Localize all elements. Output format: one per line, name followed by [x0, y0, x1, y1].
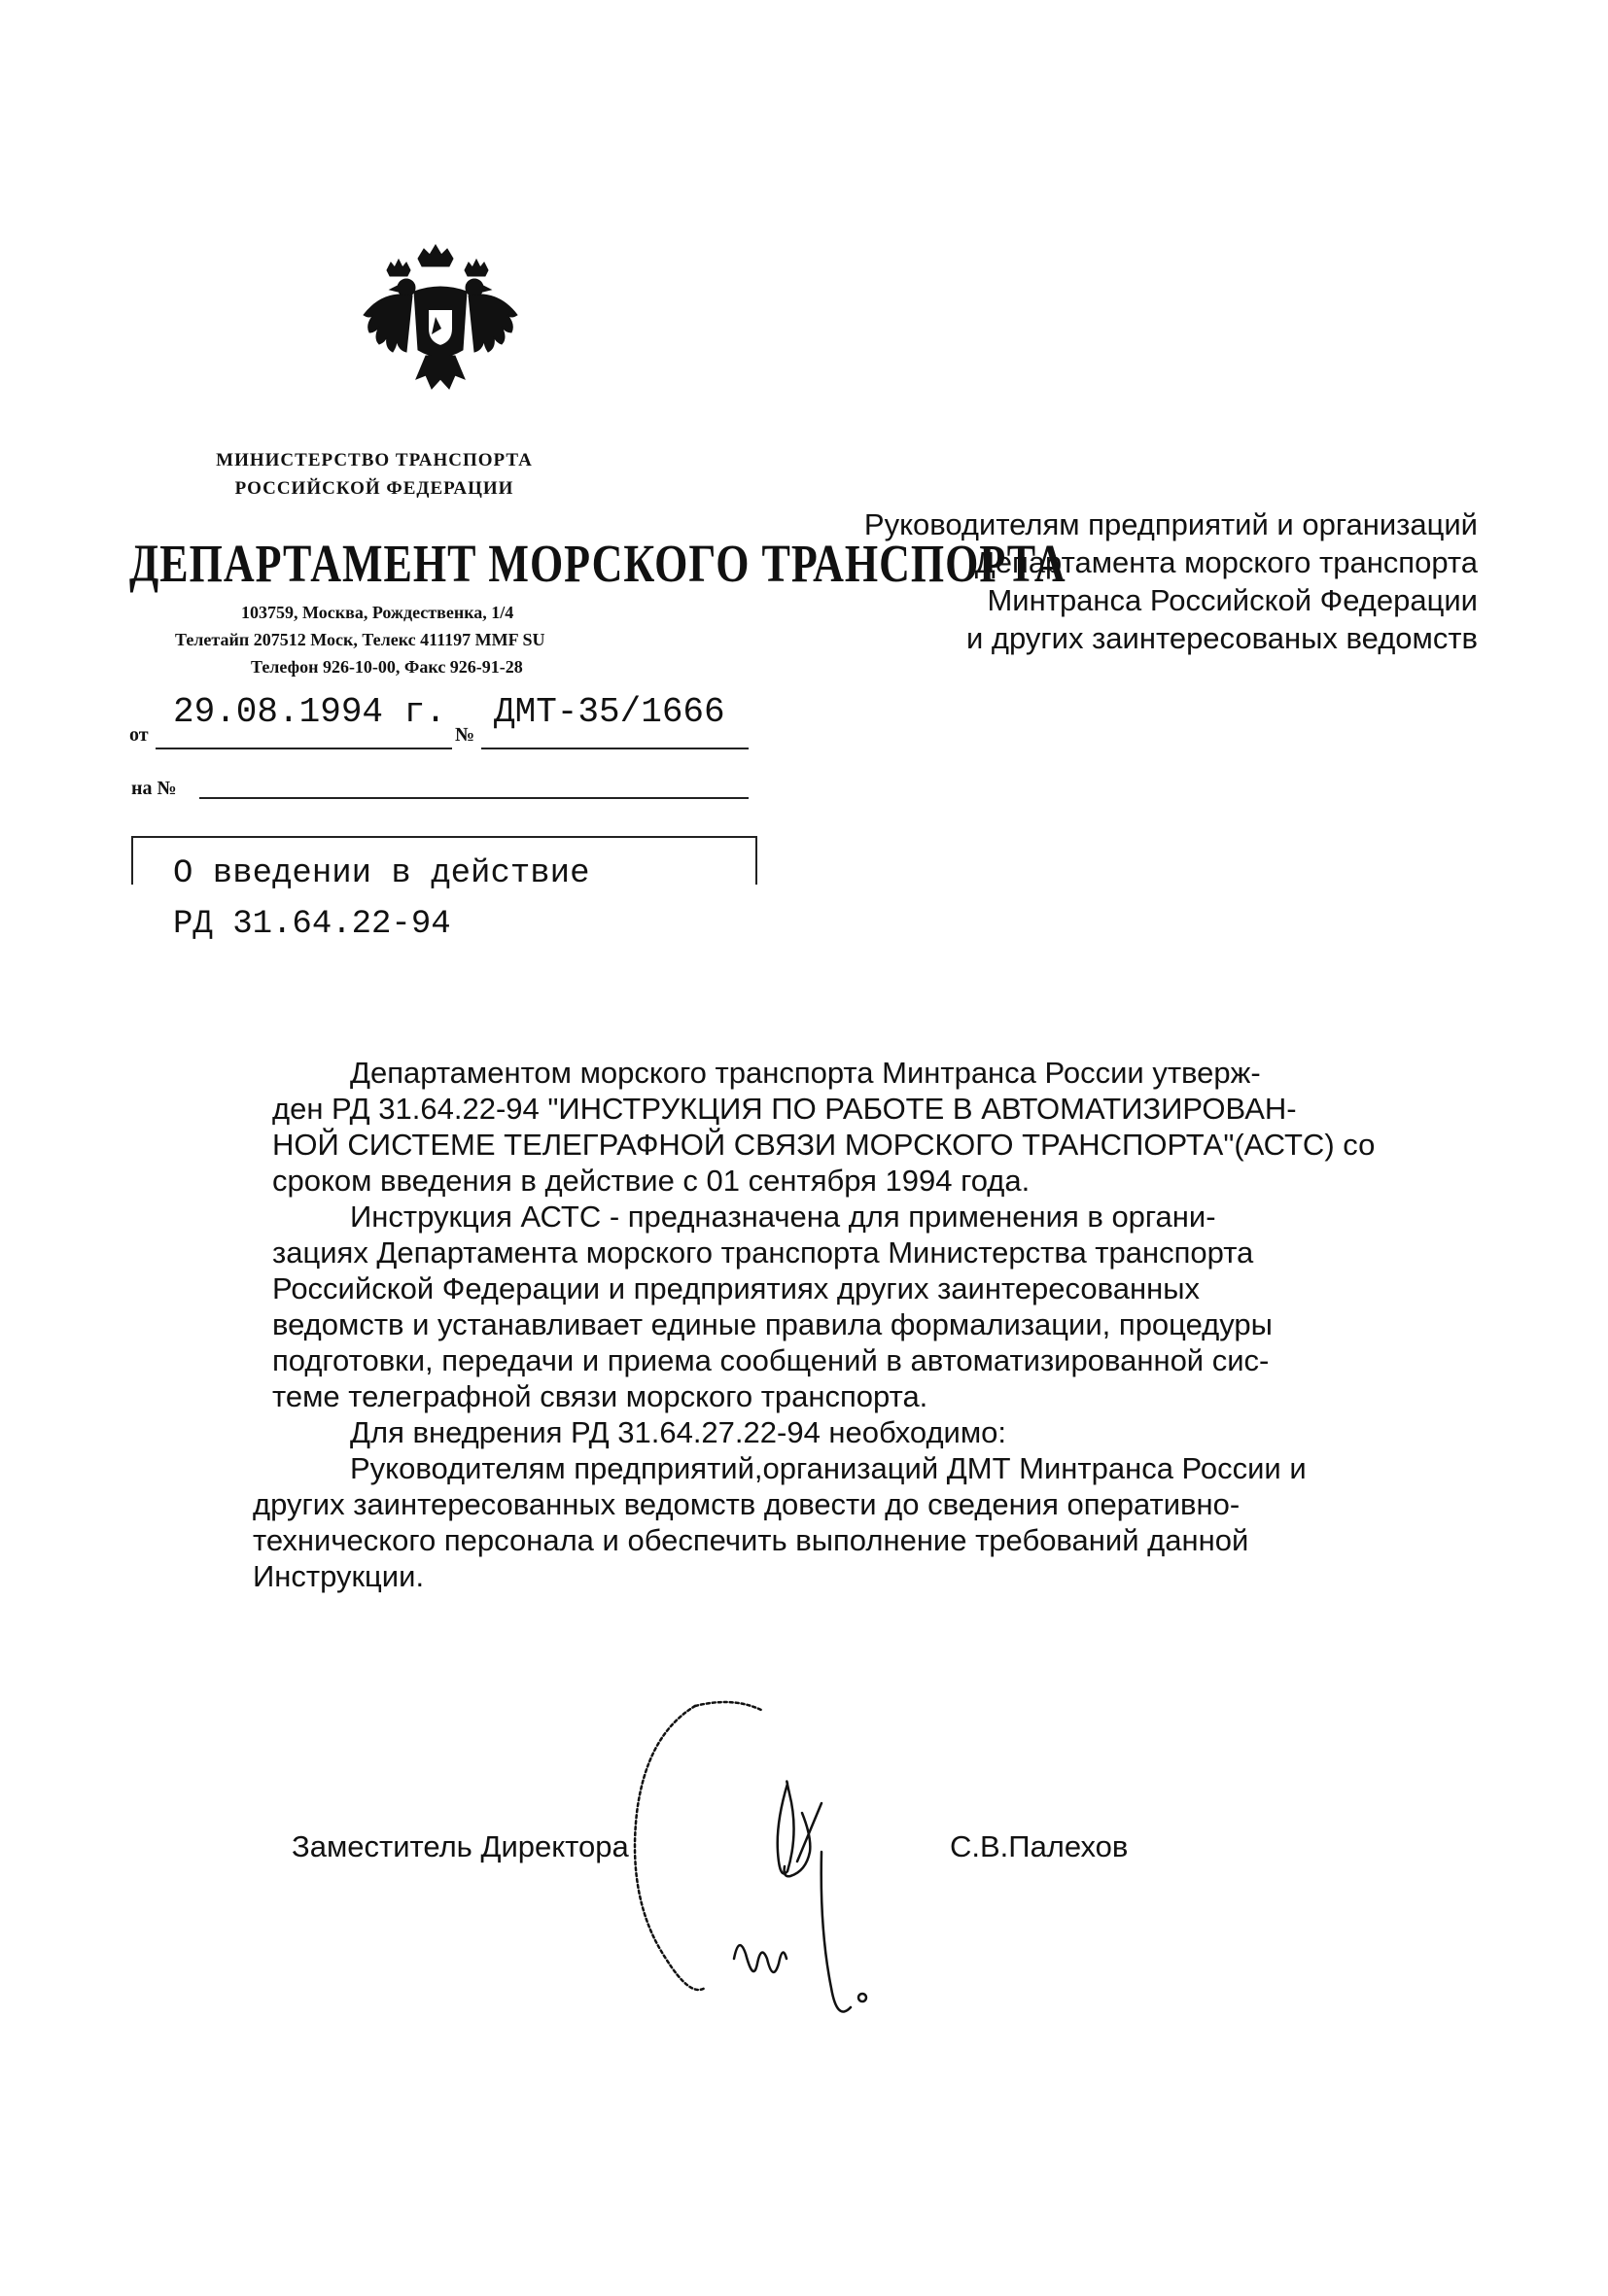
body-line: Инструкция АСТС - предназначена для применения в органи-: [350, 1200, 1216, 1234]
body-line: ведомств и устанавливает единые правила формализации, процедуры: [272, 1307, 1273, 1341]
teletype-line: Телетайп 207512 Моск, Телекс 411197 MMF SU: [175, 630, 545, 649]
date-underline: [156, 744, 452, 749]
addressee-block: [768, 505, 1478, 657]
body-line: Для внедрения РД 31.64.27.22-94 необходимо:: [350, 1415, 1007, 1449]
body-line: Российской Федерации и предприятиях других заинтересованных: [272, 1271, 1201, 1305]
signatory-position: Заместитель Директора: [292, 1829, 629, 1863]
body-paragraph-4: [253, 1450, 1478, 1594]
addressee-line: Руководителям предприятий и организаций: [863, 507, 1478, 541]
body-line: технического персонала и обеспечить выполнение требований данной: [253, 1523, 1249, 1557]
body-line: других заинтересованных ведомств довести до сведения оперативно-: [253, 1487, 1241, 1521]
addressee-line: Департамента морского транспорта: [974, 545, 1478, 579]
phone-line: Телефон 926-10-00, Факс 926-91-28: [251, 657, 523, 677]
ministry-line-2: РОССИЙСКОЙ ФЕДЕРАЦИИ: [234, 478, 514, 499]
body-line: Руководителям предприятий,организаций ДМТ Минтранса России и: [350, 1451, 1307, 1485]
reply-underline: [199, 795, 749, 799]
document-date: 29.08.1994 г.: [173, 692, 446, 732]
addressee-line: и других заинтересованых ведомств: [965, 621, 1478, 655]
body-line: Департаментом морского транспорта Минтранса России утверж-: [350, 1056, 1261, 1090]
body-paragraph-2: [272, 1199, 1478, 1414]
number-underline: [481, 744, 749, 749]
ministry-line-1: МИНИСТЕРСТВО ТРАНСПОРТА: [216, 450, 533, 470]
body-line: теме телеграфной связи морского транспорта.: [272, 1379, 928, 1413]
number-label: №: [455, 724, 475, 746]
body-line: зациях Департамента морского транспорта Министерства транспорта: [272, 1235, 1254, 1270]
body-line: ден РД 31.64.22-94 "ИНСТРУКЦИЯ ПО РАБОТЕ В АВТОМАТИЗИРОВАН-: [272, 1092, 1297, 1126]
signatory-name: С.В.Палехов: [950, 1829, 1129, 1863]
body-line: сроком введения в действие с 01 сентября 1994 года.: [272, 1164, 1031, 1198]
reply-label: на №: [131, 778, 177, 799]
addressee-line: Минтранса Российской Федерации: [987, 583, 1478, 617]
body-paragraph-1: [272, 1055, 1478, 1199]
coat-of-arms-emblem: [358, 241, 523, 408]
body-line: НОЙ СИСТЕМЕ ТЕЛЕГРАФНОЙ СВЯЗИ МОРСКОГО ТРАНСПОРТА"(АСТС) со: [272, 1128, 1376, 1162]
letter-body: [253, 1055, 1478, 1594]
from-label: от: [129, 724, 149, 746]
body-line: Инструкции.: [253, 1559, 425, 1593]
subject-line-2: РД 31.64.22-94: [173, 906, 451, 943]
document-number: ДМТ-35/1666: [494, 692, 725, 732]
subject-line-1: О введении в действие: [173, 855, 590, 892]
department-title: ДЕПАРТАМЕНТ МОРСКОГО ТРАНСПОРТА: [129, 534, 1066, 594]
body-paragraph-3: [272, 1414, 1478, 1450]
handwritten-signature: [617, 1696, 899, 2070]
body-line: подготовки, передачи и приема сообщений в автоматизированной сис-: [272, 1343, 1270, 1377]
address-line: 103759, Москва, Рождественка, 1/4: [241, 603, 514, 622]
